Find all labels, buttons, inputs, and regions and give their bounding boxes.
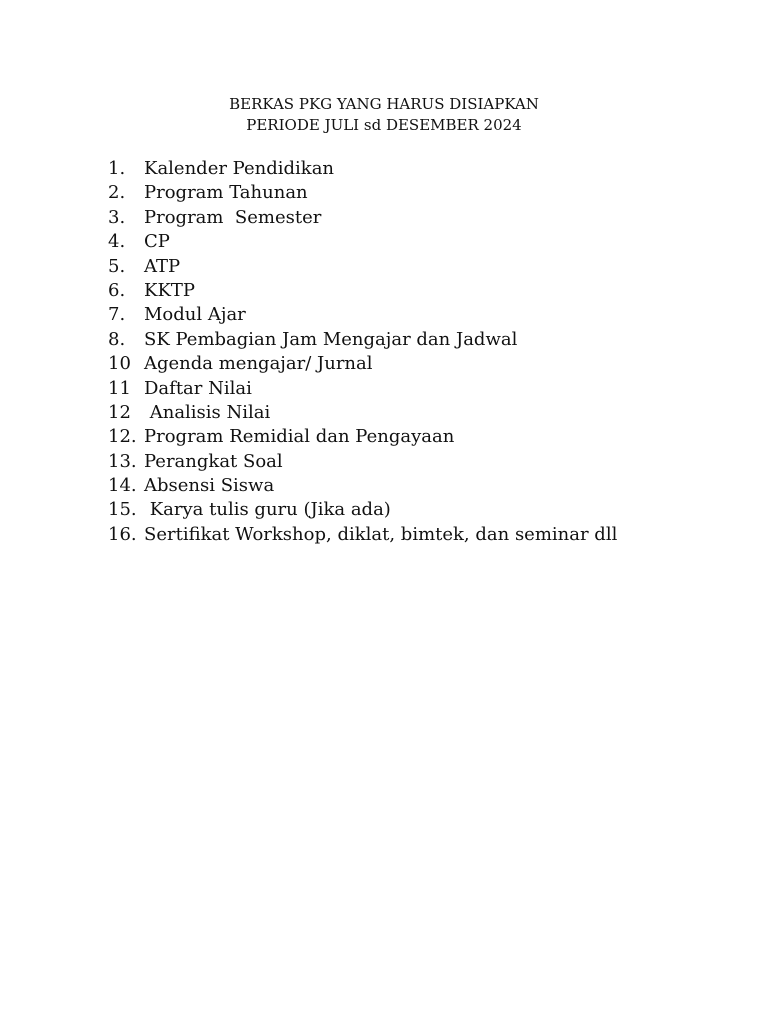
- list-item: [108, 498, 748, 522]
- list-item-number: 12: [108, 401, 131, 423]
- list-item-text: Program Remidial dan Pengayaan: [144, 426, 455, 448]
- list-item-text: Absensi Siswa: [144, 475, 275, 497]
- list-item-number: 8.: [108, 328, 126, 350]
- list-item: [108, 279, 748, 303]
- list-item-text: Perangkat Soal: [144, 450, 283, 472]
- list-item-text: Sertifikat Workshop, diklat, bimtek, dan seminar dll: [144, 523, 618, 545]
- list-item: [108, 181, 748, 205]
- title-line-2: PERIODE JULI sd DESEMBER 2024: [246, 116, 522, 134]
- list-item: [108, 450, 748, 474]
- list-item: [108, 401, 748, 425]
- list-item-text: CP: [144, 231, 170, 253]
- list-item: [108, 206, 748, 230]
- list-item: [108, 328, 748, 352]
- list-item-text: KKTP: [144, 279, 196, 301]
- list-item: [108, 255, 748, 279]
- document-list: [108, 157, 748, 547]
- list-item-text: Agenda mengajar/ Jurnal: [144, 353, 373, 375]
- list-item-text: Karya tulis guru (Jika ada): [144, 499, 391, 521]
- list-item-number: 12.: [108, 426, 137, 448]
- list-item-text: Program Tahunan: [144, 182, 308, 204]
- list-item-text: Modul Ajar: [144, 304, 246, 326]
- title-line-1: BERKAS PKG YANG HARUS DISIAPKAN: [229, 95, 539, 113]
- list-item-number: 11: [108, 377, 131, 399]
- list-item: [108, 230, 748, 254]
- list-item-number: 15.: [108, 499, 137, 521]
- list-item-text: Program Semester: [144, 206, 322, 228]
- list-item: [108, 157, 748, 181]
- list-item-number: 3.: [108, 206, 126, 228]
- list-item-number: 7.: [108, 304, 126, 326]
- list-item: [108, 352, 748, 376]
- list-item-number: 14.: [108, 475, 137, 497]
- list-item-number: 5.: [108, 255, 126, 277]
- list-item: [108, 474, 748, 498]
- list-item-number: 1.: [108, 158, 126, 179]
- list-item-text: Daftar Nilai: [144, 377, 252, 399]
- list-item-number: 13.: [108, 450, 137, 472]
- list-item-text: ATP: [144, 255, 181, 277]
- list-item-number: 6.: [108, 279, 126, 301]
- list-item-number: 10: [108, 353, 131, 375]
- document-heading: [0, 94, 768, 136]
- list-item-text: SK Pembagian Jam Mengajar dan Jadwal: [144, 328, 518, 350]
- list-item-number: 4.: [108, 231, 126, 253]
- list-item-text: Kalender Pendidikan: [144, 158, 335, 179]
- list-item: [108, 377, 748, 401]
- list-item-number: 16.: [108, 523, 137, 545]
- list-item-number: 2.: [108, 182, 126, 204]
- list-item: [108, 425, 748, 449]
- list-item: [108, 523, 748, 547]
- list-item: [108, 303, 748, 327]
- list-item-text: Analisis Nilai: [144, 401, 271, 423]
